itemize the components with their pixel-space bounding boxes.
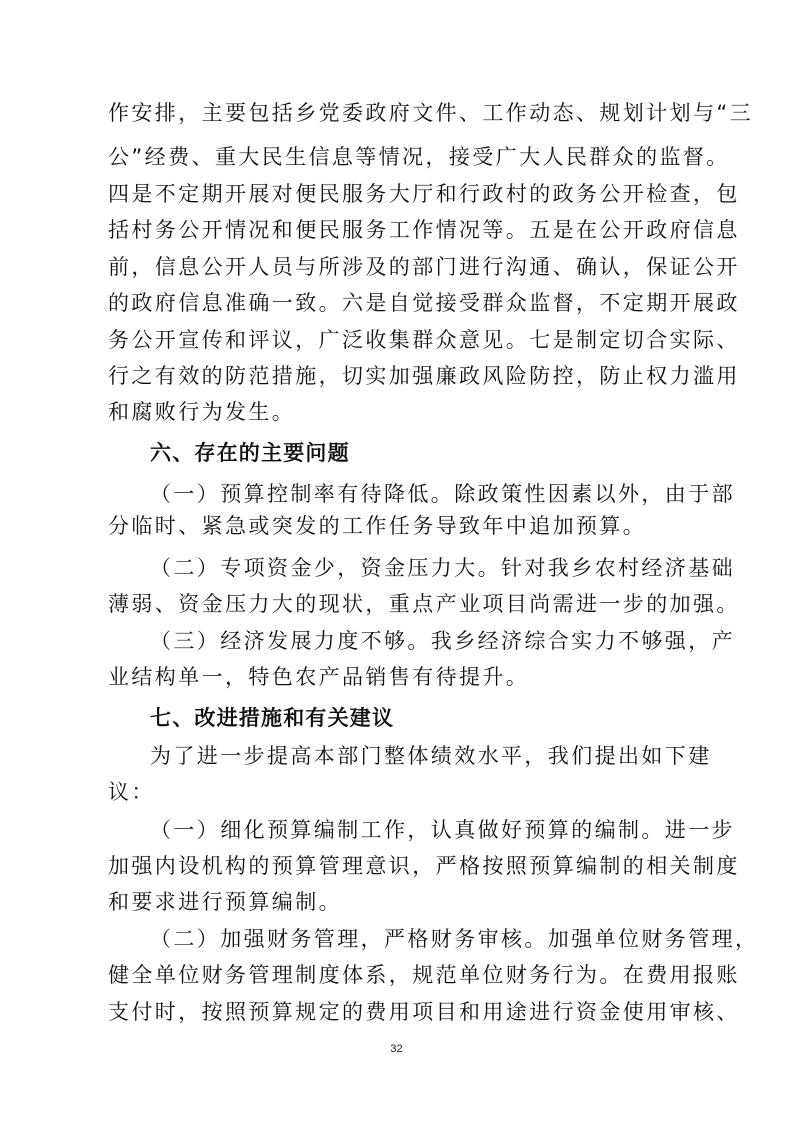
section-heading: 六、存在的主要问题	[150, 441, 350, 465]
paragraph-line: （三）经济发展力度不够。我乡经济综合实力不够强，产	[150, 629, 735, 653]
paragraph-line: 薄弱、资金压力大的现状，重点产业项目尚需进一步的加强。	[108, 592, 740, 616]
paragraph-line: 前，信息公开人员与所涉及的部门进行沟通、确认，保证公开	[108, 255, 740, 279]
paragraph-line: 健全单位财务管理制度体系，规范单位财务行为。在费用报账	[108, 963, 740, 987]
paragraph-line: （一）预算控制率有待降低。除政策性因素以外，由于部	[150, 482, 735, 506]
section-heading: 七、改进措施和有关建议	[150, 706, 395, 730]
paragraph-line: 括村务公开情况和便民服务工作情况等。五是在公开政府信息	[108, 218, 740, 242]
paragraph-line: 支付时，按照预算规定的费用项目和用途进行资金使用审核、	[108, 1000, 740, 1024]
paragraph-line: 为了进一步提高本部门整体绩效水平，我们提出如下建	[150, 744, 712, 768]
paragraph-line: 分临时、紧急或突发的工作任务导致年中追加预算。	[108, 514, 647, 538]
paragraph-line: 公”经费、重大民生信息等情况，接受广大人民群众的监督。	[108, 145, 730, 169]
paragraph-line: 务公开宣传和评议，广泛收集群众意见。七是制定切合实际、	[108, 328, 740, 352]
page-number: 32	[390, 1043, 403, 1055]
paragraph-line: 作安排，主要包括乡党委政府文件、工作动态、规划计划与“三	[108, 101, 754, 125]
paragraph-line: 和要求进行预算编制。	[108, 890, 342, 914]
paragraph-line: 的政府信息准确一致。六是自觉接受群众监督，不定期开展政	[108, 291, 740, 315]
paragraph-line: 和腐败行为发生。	[108, 400, 296, 424]
paragraph-line: （二）专项资金少，资金压力大。针对我乡农村经济基础	[150, 556, 735, 580]
paragraph-line: 加强内设机构的预算管理意识，严格按照预算编制的相关制度	[108, 854, 740, 878]
paragraph-line: 议：	[108, 780, 155, 804]
paragraph-line: 行之有效的防范措施，切实加强廉政风险防控，防止权力滥用	[108, 364, 740, 388]
paragraph-line: 四是不定期开展对便民服务大厅和行政村的政务公开检查，包	[108, 182, 740, 206]
paragraph-line: 业结构单一，特色农产品销售有待提升。	[108, 665, 530, 689]
paragraph-line: （二）加强财务管理，严格财务审核。加强单位财务管理，	[150, 927, 759, 951]
paragraph-line: （一）细化预算编制工作，认真做好预算的编制。进一步	[150, 818, 735, 842]
